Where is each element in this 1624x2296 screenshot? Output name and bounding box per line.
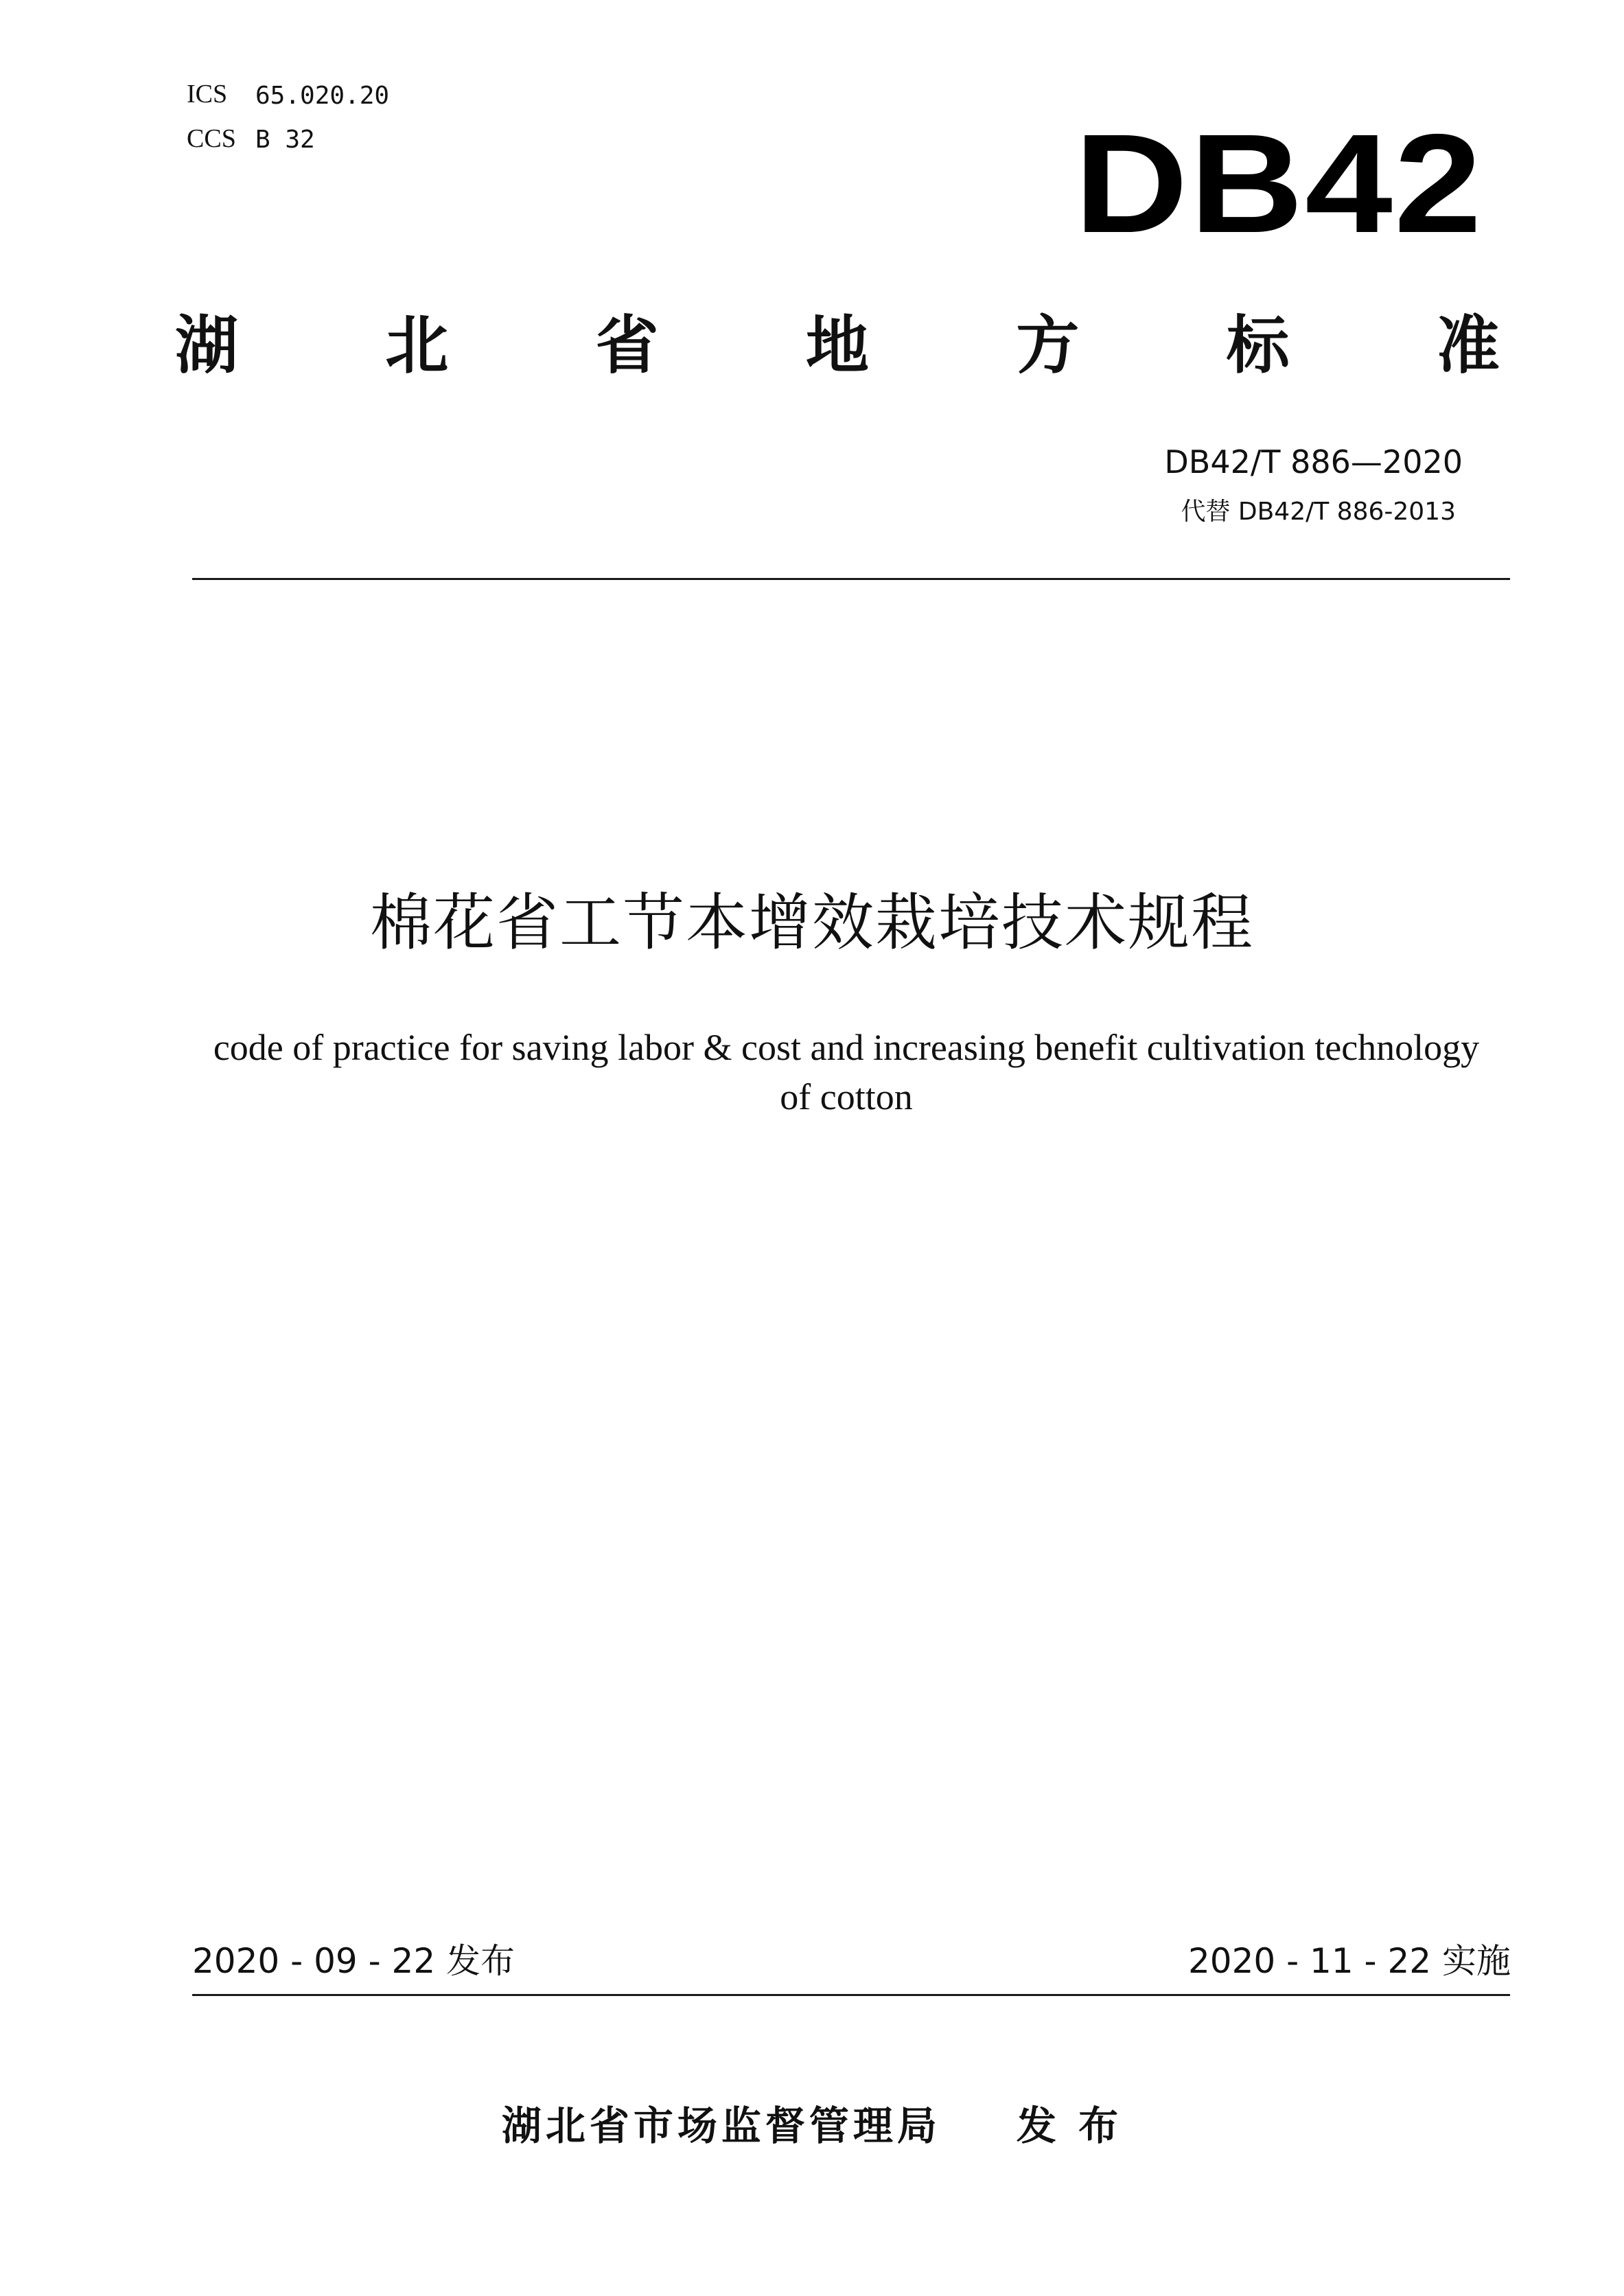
issuer-action: 发 布 — [1016, 2102, 1123, 2149]
standard-class-char: 省 — [595, 309, 659, 382]
issuer-name: 湖北省市场监督管理局 — [501, 2102, 941, 2149]
issuer-line — [0, 2102, 1624, 2149]
issue-date: 2020 - 09 - 22 发布 — [192, 1941, 515, 1981]
ics-value: 65.020.20 — [255, 82, 390, 110]
header-divider — [192, 578, 1510, 580]
standard-class-char: 地 — [805, 309, 869, 382]
ccs-label: CCS — [187, 124, 236, 153]
standard-class-char: 方 — [1016, 309, 1080, 382]
standard-class-char: 北 — [385, 309, 449, 382]
document-title-english: code of practice for saving labor & cost and increasing benefit cultivation technology of cotton — [213, 1027, 1480, 1117]
standard-class-char: 湖 — [175, 309, 239, 382]
ccs-value: B 32 — [255, 126, 315, 154]
document-title-chinese: 棉花省工节本增效栽培技术规程 — [370, 887, 1254, 959]
standard-number: DB42/T 886—2020 — [1164, 443, 1463, 480]
effective-date: 2020 - 11 - 22 实施 — [1187, 1941, 1511, 1981]
replaces-standard: 代替 DB42/T 886-2013 — [1181, 498, 1456, 526]
footer-divider — [192, 1994, 1510, 1996]
ics-label: ICS — [187, 80, 228, 108]
standard-mark: DB42 — [1074, 105, 1483, 262]
standard-class-char: 准 — [1436, 309, 1500, 382]
standard-class-title — [175, 309, 1500, 382]
standard-class-char: 标 — [1226, 309, 1290, 382]
